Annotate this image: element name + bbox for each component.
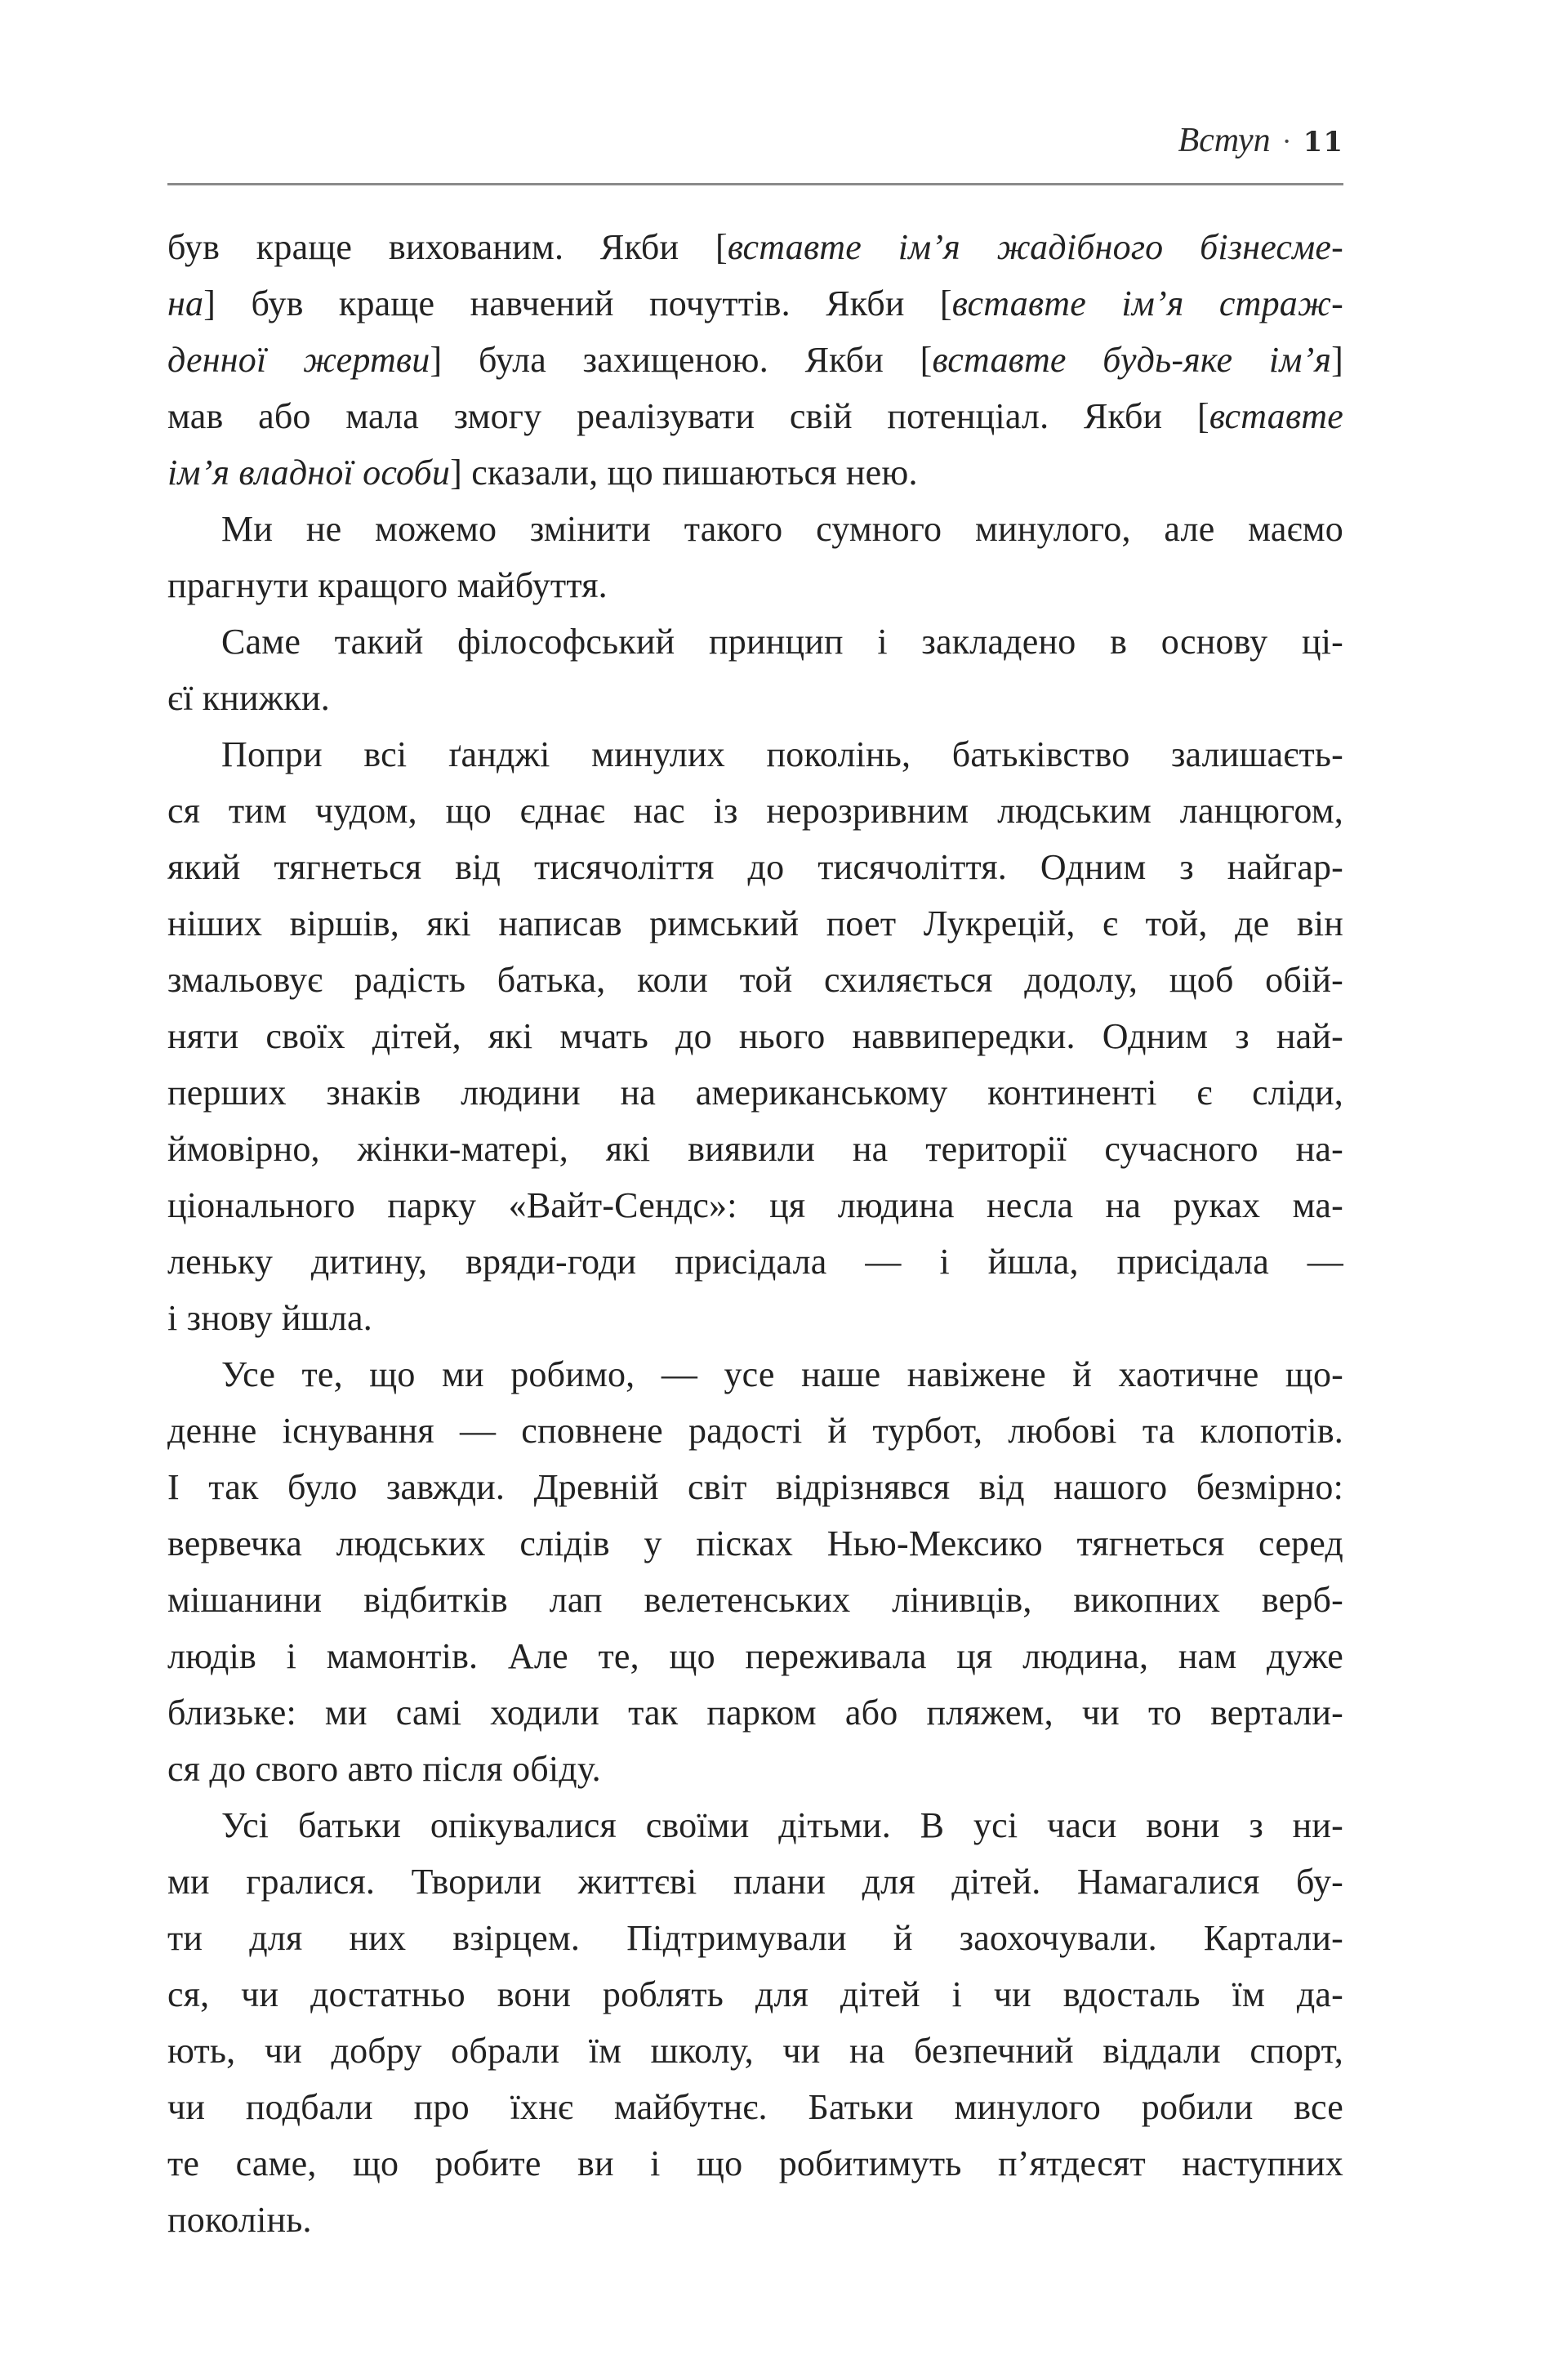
text-run: вервечка людських слідів у пісках Нью-Мексико тягнеться серед — [167, 1523, 1343, 1563]
text-line — [167, 275, 1343, 332]
text-line — [167, 1797, 1343, 1853]
header-separator: · — [1281, 125, 1292, 158]
text-line — [167, 1459, 1343, 1515]
text-run: ] сказали, що пишаються нею. — [450, 453, 918, 493]
chapter-title: Вступ — [1178, 122, 1271, 159]
text-run: змальовує радість батька, коли той схиляється додолу, щоб обій- — [167, 960, 1343, 1000]
text-run: ] була захищеною. Якби [ — [430, 340, 933, 380]
text-line — [167, 1290, 1343, 1346]
text-line — [167, 2192, 1343, 2248]
text-run: який тягнеться від тисячоліття до тисячоліття. Одним з найгар- — [167, 847, 1343, 887]
italic-placeholder: вставте ім’я жадібного бізнесме- — [727, 227, 1343, 267]
text-line — [167, 1853, 1343, 1910]
text-run: ] — [1331, 340, 1343, 380]
paragraph — [167, 1346, 1343, 1797]
text-line — [167, 388, 1343, 444]
italic-placeholder: денної жертви — [167, 340, 430, 380]
text-run: ють, чи добру обрали їм школу, чи на безпечний віддали спорт, — [167, 2031, 1343, 2071]
text-line — [167, 1177, 1343, 1233]
text-line — [167, 2023, 1343, 2079]
text-line — [167, 1966, 1343, 2023]
text-line — [167, 1515, 1343, 1572]
text-line — [167, 1741, 1343, 1797]
text-run: прагнути кращого майбуття. — [167, 565, 608, 605]
text-run: поколінь. — [167, 2200, 312, 2240]
text-run: ся тим чудом, що єднає нас із нерозривним людським ланцюгом, — [167, 791, 1343, 831]
text-line — [167, 895, 1343, 952]
text-run: Ми не можемо змінити такого сумного минулого, але маємо — [221, 509, 1343, 549]
italic-placeholder: вставте будь-яке ім’я — [932, 340, 1332, 380]
text-line — [167, 2135, 1343, 2192]
text-run: те саме, що робите ви і що робитимуть п’ятдесят наступних — [167, 2143, 1343, 2183]
text-line — [167, 2079, 1343, 2135]
text-run: ніших віршів, які написав римський поет Лукрецій, є той, де він — [167, 903, 1343, 943]
paragraph — [167, 613, 1343, 726]
text-run: леньку дитину, вряди-годи присідала — і йшла, присідала — — [167, 1242, 1343, 1282]
text-line — [167, 501, 1343, 557]
text-run: ти для них взірцем. Підтримували й заохочували. Картали- — [167, 1918, 1343, 1958]
text-line — [167, 1064, 1343, 1121]
text-line — [167, 1684, 1343, 1741]
text-run: ] був краще навчений почуттів. Якби [ — [203, 283, 952, 323]
text-run: мав або мала змогу реалізувати свій потенціал. Якби [ — [167, 396, 1209, 436]
text-run: і знову йшла. — [167, 1298, 372, 1338]
text-run: ся, чи достатньо вони роблять для дітей і чи вдосталь їм да- — [167, 1974, 1343, 2014]
italic-placeholder: вставте ім’я страж- — [951, 283, 1343, 323]
header-rule — [167, 183, 1343, 185]
text-run: перших знаків людини на американському континенті є сліди, — [167, 1073, 1343, 1113]
text-line — [167, 1346, 1343, 1403]
text-run: няти своїх дітей, які мчать до нього наввипередки. Одним з най- — [167, 1016, 1343, 1056]
text-line — [167, 1628, 1343, 1684]
text-line — [167, 557, 1343, 613]
paragraph — [167, 219, 1343, 501]
text-run: був краще вихованим. Якби [ — [167, 227, 728, 267]
running-header — [1178, 121, 1343, 170]
text-run: близьке: ми самі ходили так парком або пляжем, чи то вертали- — [167, 1693, 1343, 1733]
page-number: 11 — [1303, 126, 1343, 158]
text-run: ми гралися. Творили життєві плани для дітей. Намагалися бу- — [167, 1862, 1343, 1902]
text-run: ймовірно, жінки-матері, які виявили на території сучасного на- — [167, 1129, 1343, 1169]
text-line — [167, 726, 1343, 783]
text-line — [167, 444, 1343, 501]
body-text — [167, 219, 1343, 2248]
text-line — [167, 783, 1343, 839]
text-run: Усе те, що ми робимо, — усе наше навіжене й хаотичне що- — [221, 1354, 1343, 1394]
text-line — [167, 1121, 1343, 1177]
paragraph — [167, 726, 1343, 1346]
text-run: чи подбали про їхнє майбутнє. Батьки минулого робили все — [167, 2087, 1343, 2127]
text-run: ціонального парку «Вайт-Сендс»: ця людина несла на руках ма- — [167, 1185, 1343, 1225]
text-line — [167, 613, 1343, 670]
text-run: людів і мамонтів. Але те, що переживала ця людина, нам дуже — [167, 1636, 1343, 1676]
text-run: єї книжки. — [167, 678, 330, 718]
text-line — [167, 839, 1343, 895]
italic-placeholder: ім’я владної особи — [167, 453, 451, 493]
text-line — [167, 1572, 1343, 1628]
text-line — [167, 952, 1343, 1008]
text-line — [167, 1403, 1343, 1459]
paragraph — [167, 501, 1343, 613]
text-run: ся до свого авто після обіду. — [167, 1749, 601, 1789]
text-line — [167, 219, 1343, 275]
text-run: мішанини відбитків лап велетенських лінивців, викопних верб- — [167, 1580, 1343, 1620]
text-run: І так було завжди. Древній світ відрізнявся від нашого безмірно: — [167, 1467, 1343, 1507]
text-run: Усі батьки опікувалися своїми дітьми. В усі часи вони з ни- — [221, 1805, 1343, 1845]
text-line — [167, 670, 1343, 726]
paragraph — [167, 1797, 1343, 2248]
text-run: Попри всі ґанджі минулих поколінь, батьківство залишаєть- — [221, 734, 1343, 774]
text-line — [167, 1910, 1343, 1966]
text-run: денне існування — сповнене радості й турбот, любові та клопотів. — [167, 1411, 1343, 1451]
text-line — [167, 1233, 1343, 1290]
italic-placeholder: на — [167, 283, 204, 323]
text-line — [167, 1008, 1343, 1064]
text-line — [167, 332, 1343, 388]
text-run: Саме такий філософський принцип і закладено в основу ці- — [221, 622, 1343, 662]
italic-placeholder: вставте — [1209, 396, 1343, 436]
